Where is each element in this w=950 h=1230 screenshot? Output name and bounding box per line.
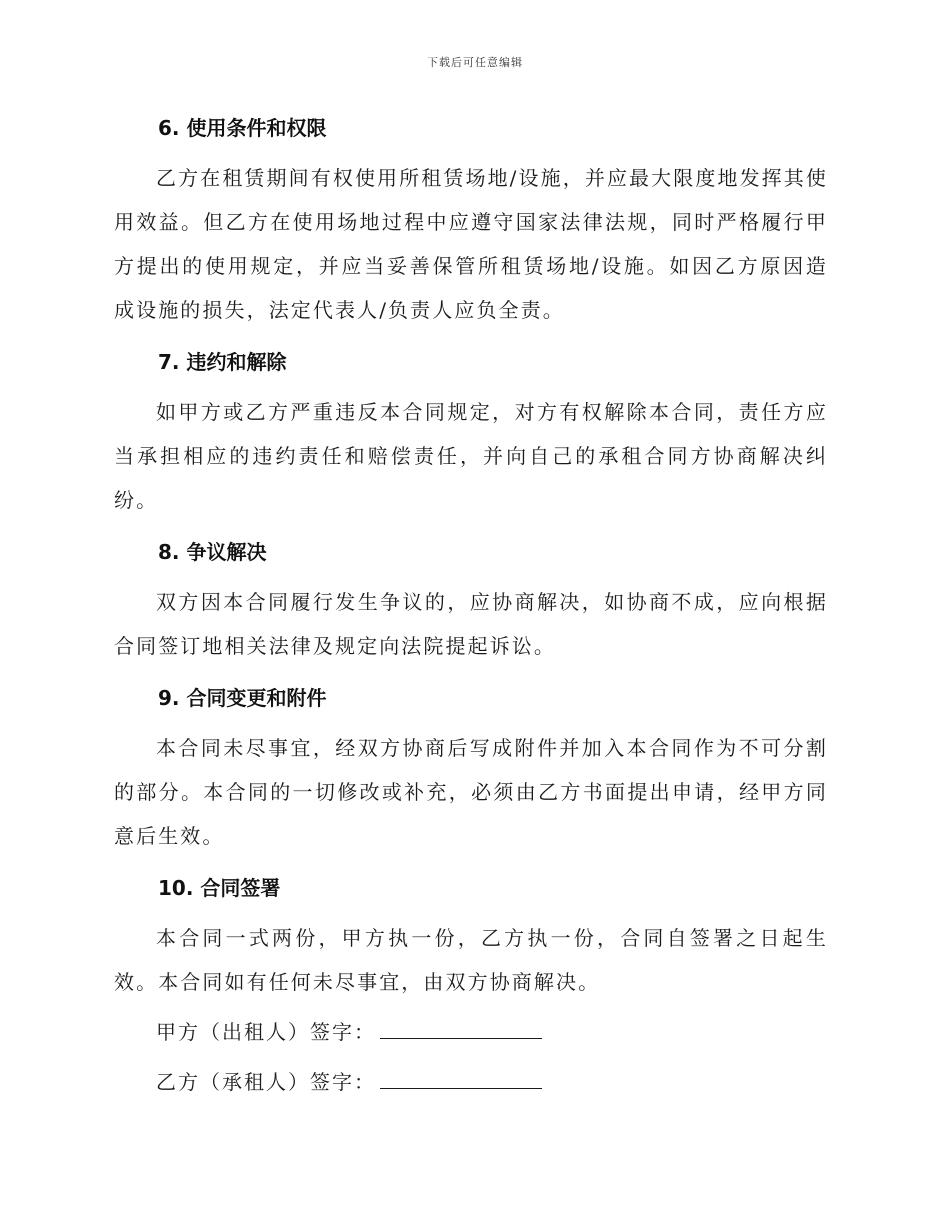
section-paragraph: 如甲方或乙方严重违反本合同规定，对方有权解除本合同，责任方应当承担相应的违约责任和赔偿责任，并向自己的承租合同方协商解决纠纷。 <box>114 400 828 512</box>
party-a-signature-row <box>156 1010 828 1054</box>
section-6 <box>114 106 828 332</box>
page-header-note: 下载后可任意编辑 <box>427 56 523 69</box>
section-paragraph: 双方因本合同履行发生争议的，应协商解决，如协商不成，应向根据合同签订地相关法律及规定向法院提起诉讼。 <box>114 590 828 658</box>
section-paragraph: 乙方在租赁期间有权使用所租赁场地/设施，并应最大限度地发挥其使用效益。但乙方在使用场地过程中应遵守国家法律法规，同时严格履行甲方提出的使用规定，并应当妥善保管所租赁场地/设施。如因乙方原因造成设施的损失，法定代表人/负责人应负全责。 <box>114 166 828 322</box>
section-10 <box>114 866 828 1004</box>
party-b-signature-row <box>156 1060 828 1104</box>
section-heading: 6. 使用条件和权限 <box>158 116 327 140</box>
section-9 <box>114 676 828 858</box>
section-paragraph: 本合同一式两份，甲方执一份，乙方执一份，合同自签署之日起生效。本合同如有任何未尽事宜，由双方协商解决。 <box>114 926 828 994</box>
section-heading: 8. 争议解决 <box>158 540 267 564</box>
party-b-signature-label: 乙方（承租人）签字： <box>156 1070 376 1094</box>
party-b-signature-blank <box>380 1064 542 1089</box>
signature-block <box>114 1010 828 1104</box>
party-a-signature-blank <box>380 1014 542 1039</box>
section-8 <box>114 530 828 668</box>
section-heading: 7. 违约和解除 <box>158 350 287 374</box>
document-body <box>114 106 828 1104</box>
party-a-signature-label: 甲方（出租人）签字： <box>156 1020 376 1044</box>
section-heading: 9. 合同变更和附件 <box>158 686 327 710</box>
section-paragraph: 本合同未尽事宜，经双方协商后写成附件并加入本合同作为不可分割的部分。本合同的一切修改或补充，必须由乙方书面提出申请，经甲方同意后生效。 <box>114 736 828 848</box>
section-heading: 10. 合同签署 <box>158 876 281 900</box>
section-7 <box>114 340 828 522</box>
